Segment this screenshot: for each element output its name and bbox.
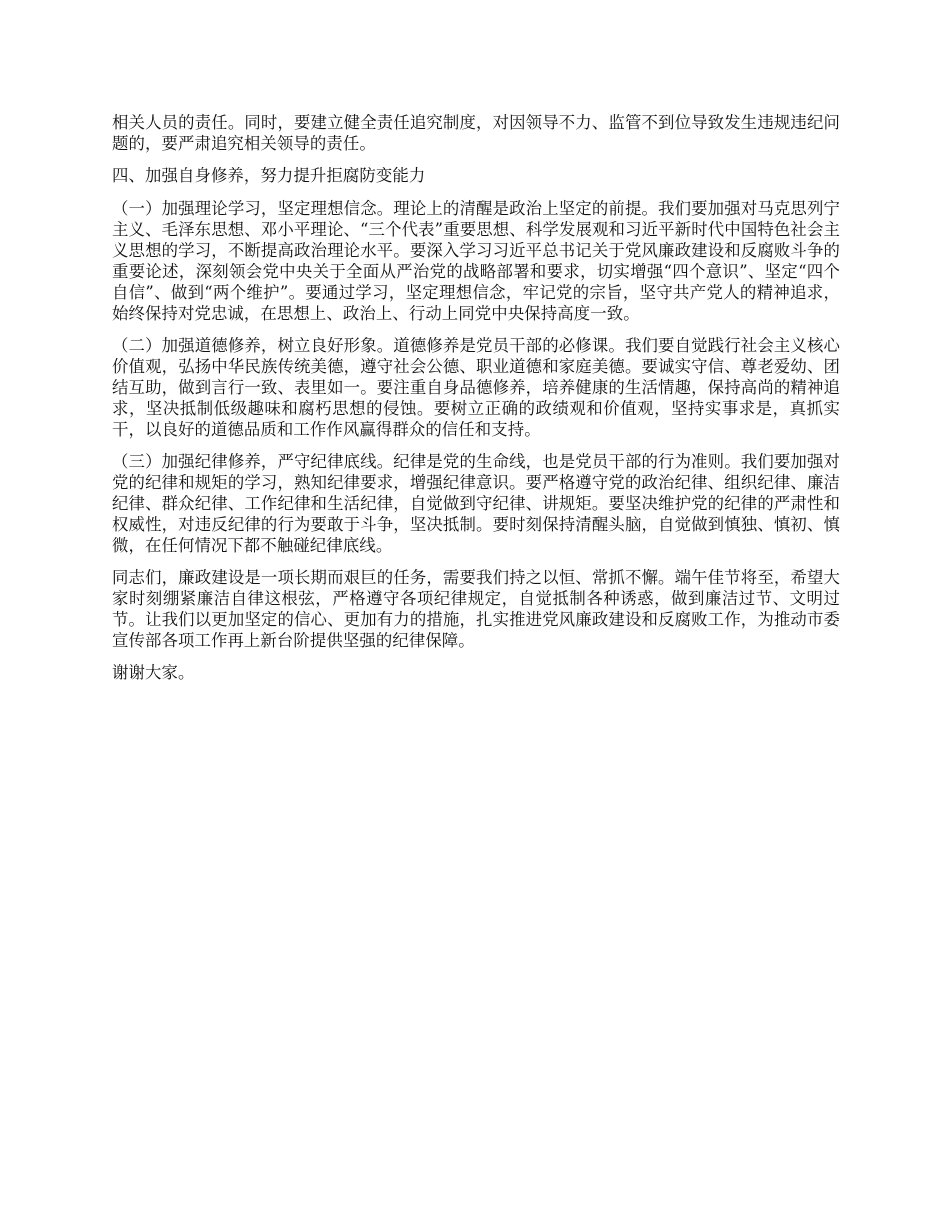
paragraph-theory-study: （一）加强理论学习，坚定理想信念。理论上的清醒是政治上坚定的前提。我们要加强对马克思列宁主义、毛泽东思想、邓小平理论、“三个代表”重要思想、科学发展观和习近平新时代中国特色社会主义思想的学习，不断提高政治理论水平。要深入学习习近平总书记关于党风廉政建设和反腐败斗争的重要论述，深刻领会党中央关于全面从严治党的战略部署和要求，切实增强“四个意识”、坚定“四个自信”、做到“两个维护”。要通过学习，坚定理想信念，牢记党的宗旨，坚守共产党人的精神追求，始终保持对党忠诚，在思想上、政治上、行动上同党中央保持高度一致。 <box>112 199 840 323</box>
paragraph-moral-cultivation: （二）加强道德修养，树立良好形象。道德修养是党员干部的必修课。我们要自觉践行社会主义核心价值观，弘扬中华民族传统美德，遵守社会公德、职业道德和家庭美德。要诚实守信、尊老爱幼、团结互助，做到言行一致、表里如一。要注重自身品德修养，培养健康的生活情趣，保持高尚的精神追求，坚决抵制低级趣味和腐朽思想的侵蚀。要树立正确的政绩观和价值观，坚持实事求是，真抓实干，以良好的道德品质和工作作风赢得群众的信任和支持。 <box>112 336 840 439</box>
section-heading-four: 四、加强自身修养，努力提升拒腐防变能力 <box>112 166 426 185</box>
paragraph-responsibility: 相关人员的责任。同时，要建立健全责任追究制度，对因领导不力、监管不到位导致发生违规违纪问题的，要严肃追究相关领导的责任。 <box>112 113 840 153</box>
paragraph-discipline-cultivation: （三）加强纪律修养，严守纪律底线。纪律是党的生命线，也是党员干部的行为准则。我们要加强对党的纪律和规矩的学习，熟知纪律要求，增强纪律意识。要严格遵守党的政治纪律、组织纪律、廉洁纪律、群众纪律、工作纪律和生活纪律，自觉做到守纪律、讲规矩。要坚决维护党的纪律的严肃性和权威性，对违反纪律的行为要敢于斗争，坚决抵制。要时刻保持清醒头脑，自觉做到慎独、慎初、慎微，在任何情况下都不触碰纪律底线。 <box>112 452 840 555</box>
paragraph-thanks: 谢谢大家。 <box>112 663 195 682</box>
paragraph-closing-remarks: 同志们，廉政建设是一项长期而艰巨的任务，需要我们持之以恒、常抓不懈。端午佳节将至，希望大家时刻绷紧廉洁自律这根弦，严格遵守各项纪律规定，自觉抵制各种诱惑，做到廉洁过节、文明过节。让我们以更加坚定的信心、更加有力的措施，扎实推进党风廉政建设和反腐败工作，为推动市委宣传部各项工作再上新台阶提供坚强的纪律保障。 <box>112 568 840 650</box>
document-page <box>112 112 840 694</box>
